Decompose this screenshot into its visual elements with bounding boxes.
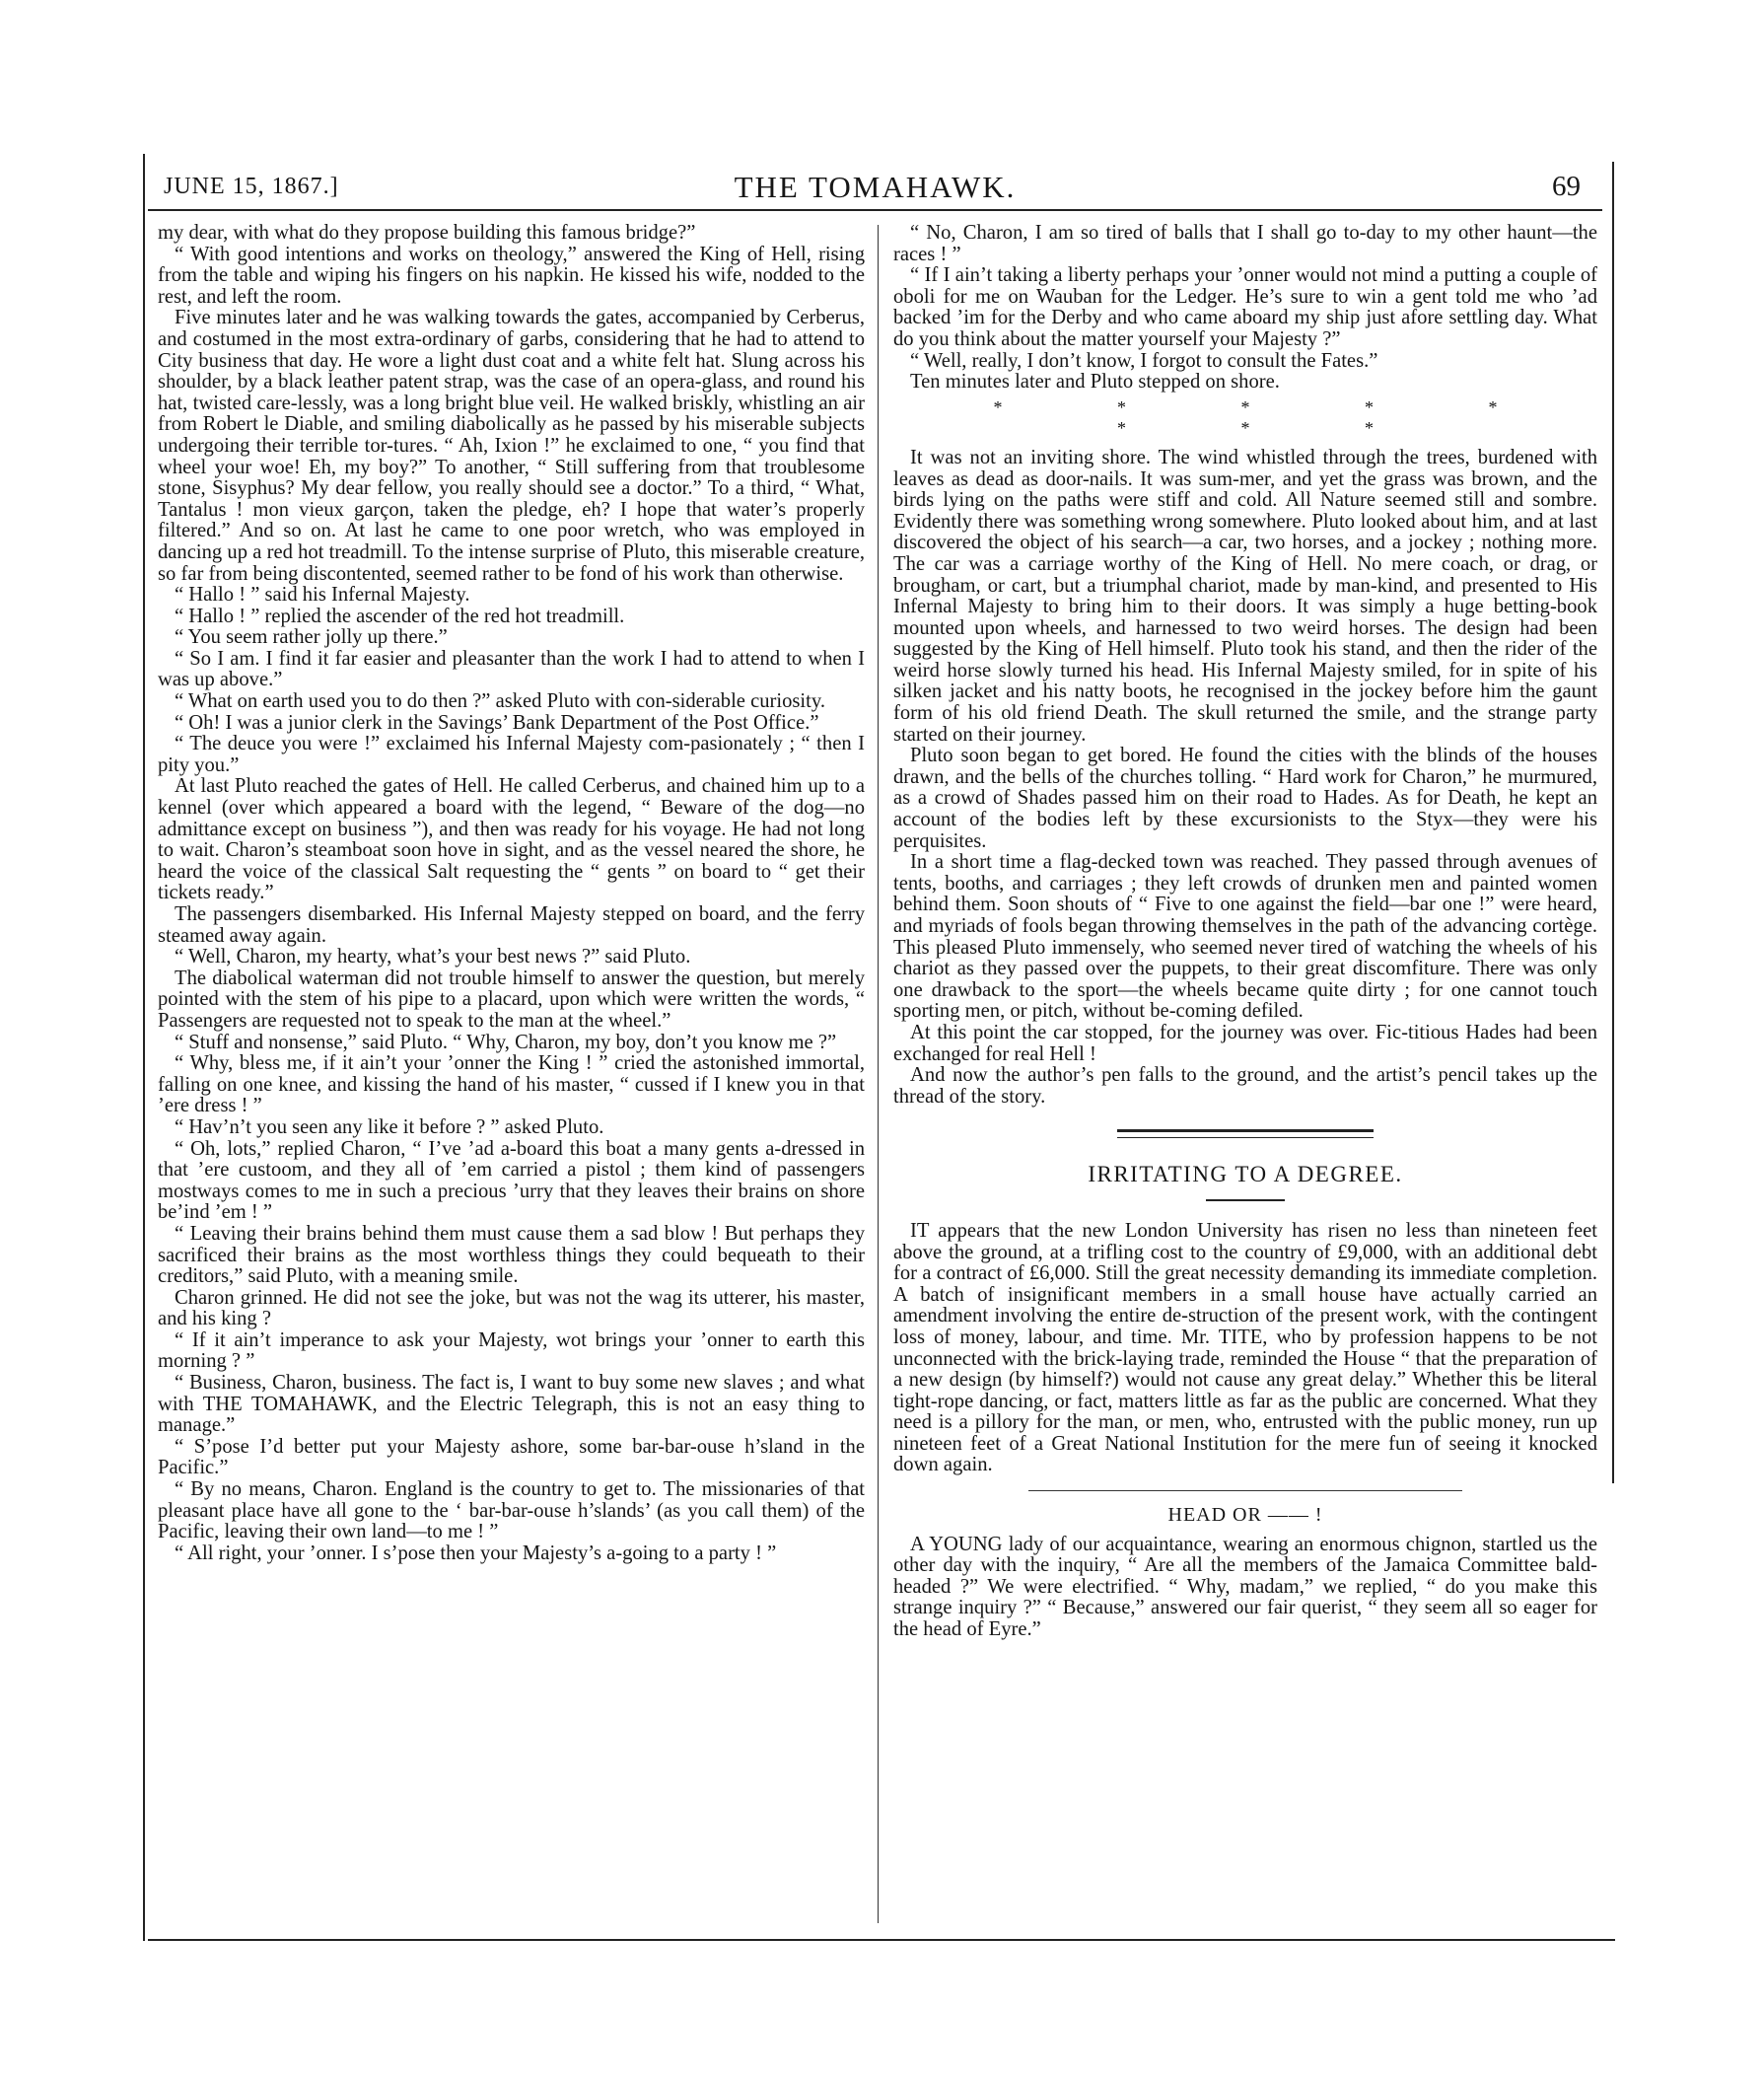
paragraph: Five minutes later and he was walking towards the gates, accompanied by Cerberus, and costumed in the most extra-ordinary of garbs, considering that he had to attend to City business that day. He wore a light dust coat and a white felt hat. Slung across his shoulder, by a black leather patent strap, was the case of an opera-glass, and round his hat, twisted care-lessly, was a long bright blue veil. He walked briskly, whistling an air from Robert le Diable, and smiling diabolically as he passed by his miserable subjects undergoing their terrible tor-tures. “ Ah, Ixion !” he exclaimed to one, “ you find that wheel your woe! Eh, my boy?” To another, “ Still suffering from that troublesome stone, Sisyphus? My dear fellow, you really should see a doctor.” To a third, “ What, Tantalus ! mon vieux garçon, taken the pledge, eh? I hope that water’s properly filtered.” And so on. At last he came to one poor wretch, who was employed in dancing up a red hot treadmill. To the intense surprise of Pluto, this miserable creature, so far from being discontented, seemed rather to be fond of his work than otherwise. <box>158 307 865 585</box>
paragraph: “ So I am. I find it far easier and pleasanter than the work I had to attend to when I was up above.” <box>158 647 865 691</box>
page-header <box>148 170 1602 211</box>
page-number: 69 <box>1552 171 1581 202</box>
paragraph: “ Oh, lots,” replied Charon, “ I’ve ’ad a-board this boat a many gents a-dressed in that ’ere custoom, and they all of ’em carried a pistol ; them kind of passengers mostways comes to me in such a precious ’urry that they leaves their brains on shore be’ind ’em ! ” <box>158 1137 865 1224</box>
section-break-stars: * * * * * * * * <box>993 396 1553 439</box>
paragraph: At last Pluto reached the gates of Hell. He called Cerberus, and chained him up to a kennel (over which appeared a board with the legend, “ Beware of the dog—no admittance except on business ”), and then was ready for his voyage. He had not long to wait. Charon’s steamboat soon hove in sight, and as the vessel neared the shore, he heard the voice of the classical Salt requesting the “ gents ” on board to “ get their tickets ready.” <box>158 775 865 904</box>
paragraph: “ Oh! I was a junior clerk in the Savings’ Bank Department of the Post Office.” <box>175 711 819 734</box>
paragraph: “ Well, really, I don’t know, I forgot to consult the Fates.” <box>910 349 1378 372</box>
paragraph: “ Leaving their brains behind them must cause them a sad blow ! But perhaps they sacrificed their brains as the most worthless things they could bequeath to their creditors,” said Pluto, with a meaning smile. <box>158 1222 865 1288</box>
paragraph: Charon grinned. He did not see the joke, but was not the wag its utterer, his master, and his king ? <box>158 1286 865 1330</box>
paragraph: At this point the car stopped, for the journey was over. Fic-titious Hades had been exchanged for real Hell ! <box>893 1021 1597 1065</box>
paragraph: “ No, Charon, I am so tired of balls that I shall go to-day to my other haunt—the races ! ” <box>893 222 1597 265</box>
paragraph: “ Why, bless me, if it ain’t your ’onner the King ! ” cried the astonished immortal, falling on one knee, and kissing the hand of his master, “ cussed if I knew you in that ’ere dress ! ” <box>158 1052 865 1117</box>
issue-date: JUNE 15, 1867.] <box>164 174 339 199</box>
paragraph: “ If it ain’t imperance to ask your Majesty, wot brings your ’onner to earth this morning ? ” <box>158 1328 865 1373</box>
right-column <box>893 223 1597 1641</box>
paragraph: The diabolical waterman did not trouble himself to answer the question, but merely pointed with the stem of his pipe to a placard, upon which were written the words, “ Passengers are requested not to speak to the man at the wheel.” <box>158 967 865 1032</box>
article-separator <box>1117 1129 1374 1138</box>
paragraph: In a short time a flag-decked town was reached. They passed through avenues of tents, booths, and carriages ; they left crowds of drunken men and painted women behind them. Soon shouts of “ Five to one against the field—bar one !” were heard, and myriads of fools began throwing themselves in the path of the advancing cortège. This pleased Pluto immensely, who seemed never tired of watching the wheels of his chariot as they passed over the puppets, to their great discomfiture. There was only one drawback to the sport—the wheels became quite dirty ; for one cannot touch sporting men, or pitch, without be-coming defiled. <box>893 851 1597 1023</box>
article-title: IRRITATING TO A DEGREE. <box>1088 1162 1403 1187</box>
paragraph: “ Business, Charon, business. The fact is, I want to buy some new slaves ; and what with THE TOMAHAWK, and the Electric Telegraph, this is not an easy thing to manage.” <box>158 1372 865 1437</box>
article-title: HEAD OR —— ! <box>1167 1504 1323 1527</box>
paragraph: “ You seem rather jolly up there.” <box>175 626 448 649</box>
paragraph: my dear, with what do they propose building this famous bridge?” <box>158 222 696 244</box>
paragraph: Pluto soon began to get bored. He found the cities with the blinds of the houses drawn, and the bells of the churches tolling. “ Hard work for Charon,” he murmured, as a crowd of Shades passed him on their road to Hades. As for Death, he kept an account of the bodies left by these excursionists to the Styx—they were his perquisites. <box>893 745 1597 852</box>
left-column <box>158 223 865 1564</box>
paragraph: “ Hallo ! ” said his Infernal Majesty. <box>175 584 470 607</box>
paragraph: “ Stuff and nonsense,” said Pluto. “ Why, Charon, my boy, don’t you know me ?” <box>175 1031 837 1053</box>
page-border-left <box>143 154 145 1941</box>
page-border-right <box>1612 162 1614 1483</box>
paragraph: And now the author’s pen falls to the ground, and the artist’s pencil takes up the thread of the story. <box>893 1064 1597 1108</box>
title-rule <box>1206 1199 1285 1201</box>
paragraph: “ S’pose I’d better put your Majesty ashore, some bar-bar-ouse h’sland in the Pacific.” <box>158 1435 865 1479</box>
paragraph: “ The deuce you were !” exclaimed his Infernal Majesty com-pasionately ; “ then I pity you.” <box>158 733 865 776</box>
paragraph: “ Well, Charon, my hearty, what’s your best news ?” said Pluto. <box>175 946 691 968</box>
paragraph: “ What on earth used you to do then ?” asked Pluto with con-siderable curiosity. <box>175 690 825 713</box>
article-body: A YOUNG lady of our acquaintance, wearing an enormous chignon, startled us the other day with the inquiry, “ Are all the members of the Jamaica Committee bald-headed ?” We were electrified. “ Why, madam,” we replied, “ do you make this strange inquiry ?” “ Because,” answered our fair querist, “ they seem all so eager for the head of Eyre.” <box>893 1533 1597 1641</box>
paragraph: “ With good intentions and works on theology,” answered the King of Hell, rising from the table and wiping his fingers on his napkin. He kissed his wife, nodded to the rest, and left the room. <box>158 243 865 308</box>
article-separator <box>1028 1490 1462 1491</box>
paragraph: “ If I ain’t taking a liberty perhaps your ’onner would not mind a putting a couple of oboli for me on Wauban for the Ledger. He’s sure to win a gent told me who ’ad backed ’im for the Derby and who came aboard my ship just afore settling day. What do you think about the matter yourself your Majesty ?” <box>893 264 1597 350</box>
article-body: IT appears that the new London University has risen no less than nineteen feet above the ground, at a trifling cost to the country of £9,000, with an additional debt for a contract of £6,000. Still the great necessity demanding its immediate completion. A batch of insignificant members in a small house have actually carried an amendment involving the entire de-struction of the present work, with the contingent loss of money, labour, and time. Mr. TITE, who by profession happens to be not unconnected with the brick-laying trade, reminded the House “ that the preparation of a new design (by himself?) would not cause any great delay.” Whether this be literal tight-rope dancing, or fact, matters little as far as the public are concerned. What they need is a pillory for the man, or men, who, entrusted with the public money, run up nineteen feet of a Great National Institution for the mere fun of seeing it knocked down again. <box>893 1219 1597 1476</box>
newspaper-title: THE TOMAHAWK. <box>734 170 1017 204</box>
paragraph: It was not an inviting shore. The wind whistled through the trees, burdened with leaves as dead as door-nails. It was sum-mer, and yet the grass was brown, and the birds lying on the paths were stiff and cold. All Nature seemed still and sombre. Evidently there was something wrong somewhere. Pluto looked about him, and at last discovered the object of his search—a car, two horses, and a jockey ; nothing more. The car was a carriage worthy of the King of Hell. No mere coach, or drag, or brougham, or cart, but a triumphal chariot, made by man-kind, and presented to His Infernal Majesty to bring him to their doors. It was simply a huge betting-book mounted upon wheels, and harnessed to two weird horses. The design had been suggested by the King of Hell himself. Pluto took his stand, and then the rider of the weird horse slowly turned his head. His Infernal Majesty smiled, for in spite of his silken jacket and his natty boots, he recognised in the jockey before him the gaunt form of his old friend Death. The skull returned the smile, and the strange party started on their journey. <box>893 446 1597 746</box>
page-border-bottom <box>148 1939 1615 1941</box>
paragraph: “ Hallo ! ” replied the ascender of the red hot treadmill. <box>175 605 625 627</box>
paragraph: The passengers disembarked. His Infernal Majesty stepped on board, and the ferry steamed away again. <box>158 903 865 947</box>
paragraph: Ten minutes later and Pluto stepped on shore. <box>910 371 1280 394</box>
column-divider <box>878 225 879 1923</box>
paragraph: “ Hav’n’t you seen any like it before ? ” asked Pluto. <box>175 1115 604 1138</box>
paragraph: “ By no means, Charon. England is the country to get to. The missionaries of that pleasant place have all gone to the ‘ bar-bar-ouse h’slands’ (as you call them) of the Pacific, leaving their own land—to me ! ” <box>158 1478 865 1543</box>
paragraph: “ All right, your ’onner. I s’pose then your Majesty’s a-going to a party ! ” <box>175 1541 777 1564</box>
